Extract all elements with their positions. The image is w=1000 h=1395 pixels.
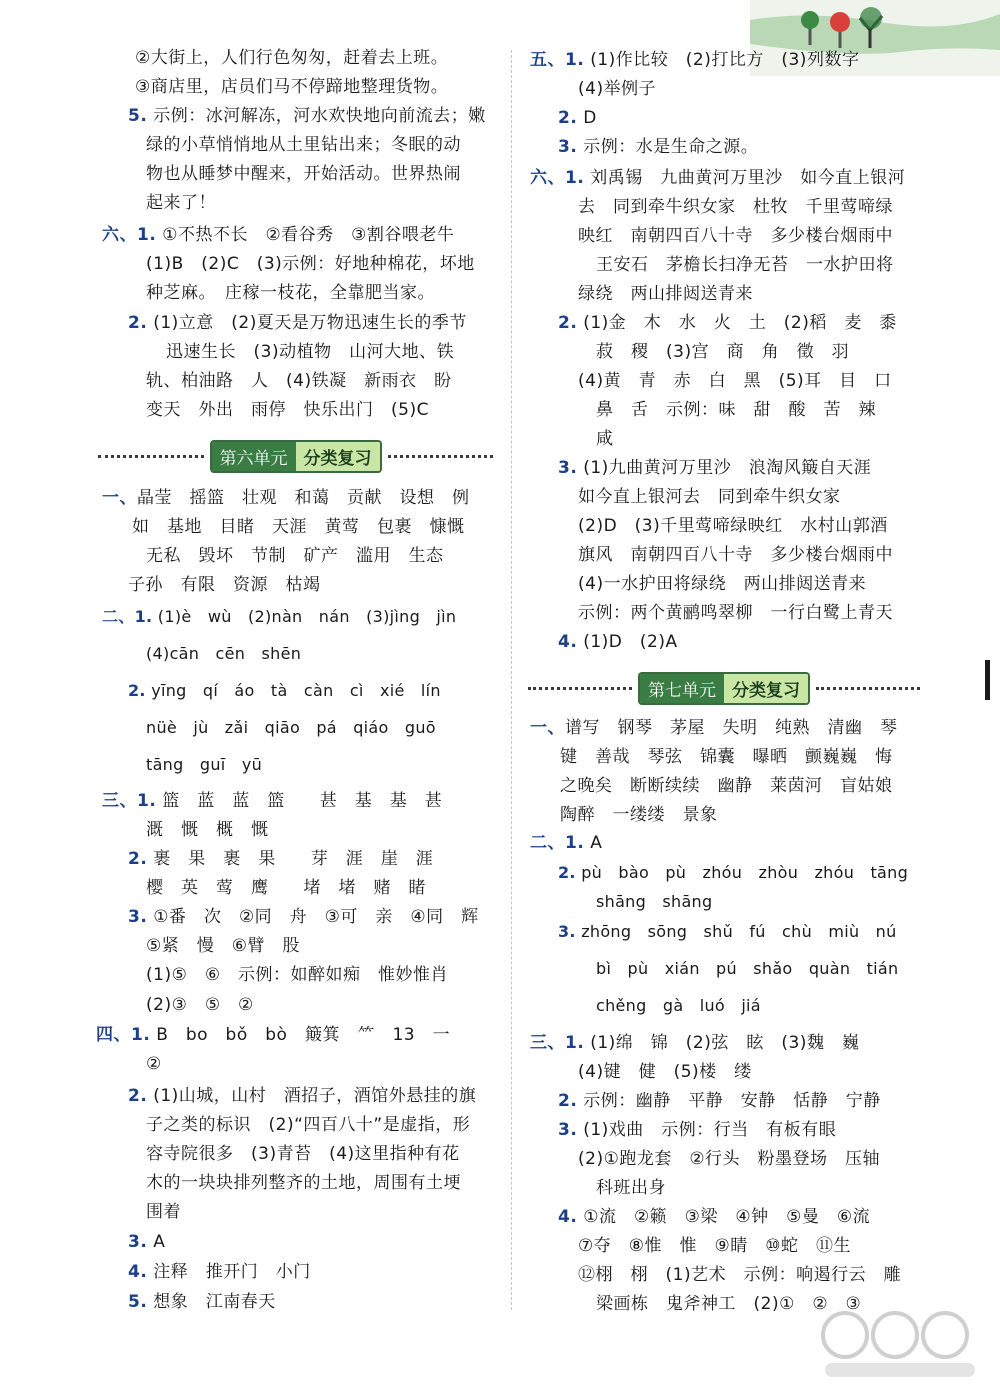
unit-six-label (210, 440, 382, 473)
answer-line: ⑤紧 慢 ⑥臂 股 (146, 936, 300, 956)
question-number: 二、1. (530, 833, 585, 853)
unit-six-banner (98, 440, 493, 473)
answer-line: 木的一块块排列整齐的土地，周围有土埂 (146, 1173, 461, 1193)
answer-line: (4)举例子 (578, 79, 657, 99)
answer-line: (1)⑤ ⑥ 示例：如醉如痴 惟妙惟肖 (146, 965, 449, 985)
answer-line: 去 同到牵牛织女家 杜牧 千里莺啼绿 (578, 197, 893, 217)
banner-dots (528, 687, 632, 690)
answer-line: 迅速生长 (3)动植物 山河大地、铁 (166, 342, 455, 362)
answer-line: 物也从睡梦中醒来，开始活动。世界热闹 (146, 164, 461, 184)
question-number: 一、 (102, 488, 137, 508)
answer-line: 变天 外出 雨停 快乐出门 (5)C (146, 400, 429, 420)
answer-line: 2. 示例：幽静 平静 安静 恬静 宁静 (558, 1091, 881, 1111)
answer-line: 四、1. B bo bǒ bò 簸箕 ⺮ 13 一 (96, 1025, 451, 1045)
answer-line: (2)①跑龙套 ②行头 粉墨登场 压轴 (578, 1149, 881, 1169)
question-number: 3. (128, 1232, 148, 1252)
answer-line: ⑫栩 栩 (1)艺术 示例：响遏行云 雕 (578, 1265, 902, 1285)
answer-line: 子孙 有限 资源 枯竭 (128, 575, 321, 595)
review-title: 分类复习 (724, 674, 808, 703)
question-number: 3. (558, 1120, 578, 1140)
question-number: 2. (558, 313, 578, 333)
answer-line: (2)D (3)千里莺啼绿映红 水村山郭酒 (578, 516, 888, 536)
answer-line: 示例：两个黄鹂鸣翠柳 一行白鹭上青天 (578, 603, 893, 623)
answer-line: ② (146, 1054, 162, 1074)
answer-line: 4. ①流 ②籁 ③梁 ④钟 ⑤曼 ⑥流 (558, 1207, 871, 1227)
answer-line: 梁画栋 鬼斧神工 (2)① ② ③ (596, 1294, 862, 1314)
question-number: 五、1. (530, 50, 585, 70)
question-number: 2. (128, 313, 148, 333)
unit-seven-label (638, 672, 810, 705)
answer-line: 旗风 南朝四百八十寺 多少楼台烟雨中 (578, 545, 893, 565)
banner-dots (388, 455, 494, 458)
answer-line: chěng gà luó jiá (596, 996, 761, 1015)
question-number: 2. (558, 1091, 578, 1111)
question-number: 三、1. (530, 1033, 585, 1053)
unit-title: 第七单元 (640, 674, 724, 703)
answer-line: 之晚矣 断断续续 幽静 莱茵河 盲姑娘 (560, 776, 893, 796)
question-number: 4. (128, 1262, 148, 1282)
answer-line: 3. A (128, 1232, 166, 1252)
answer-line: 键 善哉 琴弦 锦囊 曝晒 颤巍巍 悔 (560, 747, 893, 767)
answer-line: 4. 注释 推开门 小门 (128, 1262, 311, 1282)
answer-line: 绿的小草悄悄地从土里钻出来；冬眠的动 (146, 135, 461, 155)
answer-line: 二、1. (1)è wù (2)nàn nán (3)jìng jìn (102, 607, 457, 626)
answer-line: 2. (1)山城，山村 酒招子，酒馆外悬挂的旗 (128, 1086, 477, 1106)
column-divider (511, 50, 512, 1310)
answer-line: nüè jù zǎi qiāo pá qiáo guō (146, 718, 436, 737)
question-number: 3. (128, 907, 148, 927)
answer-line: 种芝麻。 庄稼一枝花，全靠肥当家。 (146, 283, 435, 303)
answer-line: 三、1. (1)绵 锦 (2)弦 眩 (3)魏 巍 (530, 1033, 860, 1053)
question-number: 六、1. (530, 168, 585, 188)
answer-line: 轨、柏油路 人 (4)铁凝 新雨衣 盼 (146, 371, 452, 391)
answer-line: 3. ①番 次 ②同 舟 ③可 亲 ④同 辉 (128, 907, 479, 927)
answer-line: 3. (1)九曲黄河万里沙 浪淘风簸自天涯 (558, 458, 872, 478)
answer-line: 一、谱写 钢琴 茅屋 失明 纯熟 清幽 琴 (530, 718, 898, 738)
answer-line: 菽 稷 (3)宫 商 角 徵 羽 (596, 342, 850, 362)
answer-line: 起来了！ (146, 193, 216, 213)
answer-line: (2)③ ⑤ ② (146, 995, 254, 1015)
answer-line: ③商店里，店员们马不停蹄地整理货物。 (135, 77, 449, 97)
question-number: 4. (558, 1207, 578, 1227)
question-number: 2. (558, 863, 576, 882)
answer-line: 2. D (558, 108, 597, 128)
answer-line: ⑦夺 ⑧惟 惟 ⑨睛 ⑩蛇 ⑪生 (578, 1236, 851, 1256)
unit-title: 第六单元 (212, 442, 296, 471)
answer-line: 5. 示例：冰河解冻，河水欢快地向前流去；嫩 (128, 106, 486, 126)
question-number: 4. (558, 632, 578, 652)
question-number: 3. (558, 137, 578, 157)
question-number: 5. (128, 1292, 148, 1312)
answer-line: 五、1. (1)作比较 (2)打比方 (3)列数字 (530, 50, 860, 70)
answer-line: bì pù xián pú shǎo quàn tián (596, 959, 899, 978)
question-number: 2. (128, 1086, 148, 1106)
answer-line: 六、1. 刘禹锡 九曲黄河万里沙 如今直上银河 (530, 168, 906, 188)
answer-line: 3. zhōng sōng shǔ fú chù miù nú (558, 922, 897, 941)
answer-line: 2. yīng qí áo tà càn cì xié lín (128, 681, 441, 700)
answer-line: 围着 (146, 1202, 181, 1222)
answer-line: 子之类的标识 (2)“四百八十”是虚指，形 (146, 1115, 471, 1135)
question-number: 2. (128, 681, 146, 700)
answer-line: 2. 裹 果 裹 果 芽 涯 崖 涯 (128, 849, 434, 869)
answer-line: shāng shāng (596, 892, 713, 911)
banner-dots (98, 455, 204, 458)
answer-line: 陶醉 一缕缕 景象 (560, 805, 718, 825)
edge-marker (985, 660, 990, 700)
answer-line: 映红 南朝四百八十寺 多少楼台烟雨中 (578, 226, 893, 246)
answer-line: 2. (1)立意 (2)夏天是万物迅速生长的季节 (128, 313, 467, 333)
answer-line: ②大街上，人们行色匆匆，赶着去上班。 (135, 48, 449, 68)
question-number: 六、1. (102, 225, 157, 245)
answer-line: 如 基地 目睹 天涯 黄莺 包裹 慷慨 (132, 517, 465, 537)
answer-line: (4)一水护田将绿绕 两山排闼送青来 (578, 574, 867, 594)
answer-line: 5. 想象 江南春天 (128, 1292, 276, 1312)
question-number: 3. (558, 458, 578, 478)
answer-line: 绿绕 两山排闼送青来 (578, 284, 753, 304)
question-number: 二、1. (102, 607, 153, 626)
question-number: 2. (128, 849, 148, 869)
answer-line: 三、1. 篮 蓝 蓝 篮 甚 基 基 甚 (102, 791, 443, 811)
answer-line: (4)黄 青 赤 白 黑 (5)耳 目 口 (578, 371, 892, 391)
answer-line: 一、晶莹 摇篮 壮观 和蔼 贡献 设想 例 (102, 488, 470, 508)
answer-line: tāng guī yū (146, 755, 263, 774)
answer-line: 如今直上银河去 同到牵牛织女家 (578, 487, 841, 507)
question-number: 3. (558, 922, 576, 941)
question-number: 四、1. (96, 1025, 151, 1045)
unit-seven-banner (528, 672, 920, 705)
banner-dots (816, 687, 920, 690)
question-number: 三、1. (102, 791, 157, 811)
question-number: 2. (558, 108, 578, 128)
answer-line: 六、1. ①不热不长 ②看谷秀 ③割谷喂老牛 (102, 225, 455, 245)
question-number: 5. (128, 106, 148, 126)
answer-line: 溉 慨 概 慨 (146, 820, 269, 840)
answer-line: 4. (1)D (2)A (558, 632, 678, 652)
answer-line: (4)cān cēn shēn (146, 644, 302, 663)
answer-line: (4)键 健 (5)楼 缕 (578, 1062, 752, 1082)
answer-line: 咸 (596, 429, 614, 449)
answer-line: 2. (1)金 木 水 火 土 (2)稻 麦 黍 (558, 313, 897, 333)
answer-line: 无私 毁坏 节制 矿产 滥用 生态 (146, 546, 444, 566)
answer-line: 2. pù bào pù zhóu zhòu zhóu tāng (558, 863, 909, 882)
answer-line: 科班出身 (596, 1178, 666, 1198)
answer-line: 王安石 茅檐长扫净无苔 一水护田将 (596, 255, 894, 275)
answer-line: 3. 示例：水是生命之源。 (558, 137, 759, 157)
answer-line: (1)B (2)C (3)示例：好地种棉花，坏地 (146, 254, 475, 274)
answer-line: 樱 英 莺 鹰 堵 堵 赌 睹 (146, 878, 426, 898)
watermark-stamp (815, 1305, 985, 1385)
question-number: 一、 (530, 718, 565, 738)
answer-line: 鼻 舌 示例：味 甜 酸 苦 辣 (596, 400, 876, 420)
answer-line: 二、1. A (530, 833, 603, 853)
review-title: 分类复习 (296, 442, 380, 471)
answer-line: 3. (1)戏曲 示例：行当 有板有眼 (558, 1120, 837, 1140)
answer-line: 容寺院很多 (3)青苔 (4)这里指种有花 (146, 1144, 460, 1164)
